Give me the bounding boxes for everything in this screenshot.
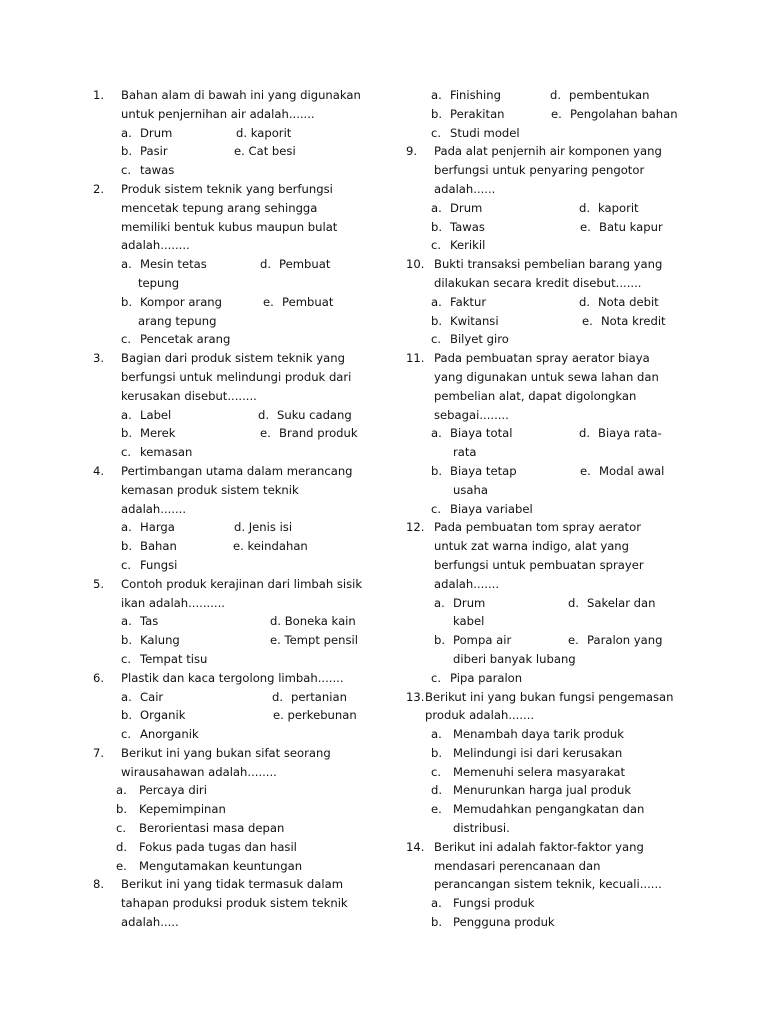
option-label: b.: [431, 915, 443, 930]
option-label: d.: [579, 200, 591, 215]
question-text: adalah.......: [434, 576, 500, 591]
q7-e: [0, 857, 384, 876]
option-label: d.: [579, 426, 591, 441]
q12-opts-3: [384, 669, 768, 688]
option-label: b.: [121, 426, 133, 441]
option-continuation: tepung: [138, 275, 180, 290]
option-label: c.: [121, 557, 132, 572]
option-text: Modal awal: [599, 463, 665, 478]
option-text: Memenuhi selera masyarakat: [453, 764, 626, 779]
q5-line-1: [0, 575, 384, 594]
q1-line-1: [0, 86, 384, 105]
q3-opts-1: [0, 406, 384, 425]
option-label: c.: [121, 727, 132, 742]
option-text: Tempat tisu: [140, 651, 208, 666]
q13-b: [384, 744, 768, 763]
q12-opts-2: [384, 631, 768, 650]
option-continuation: arang tepung: [138, 313, 217, 328]
q9-line-2: [384, 161, 768, 180]
option-text: Pembuat: [279, 257, 331, 272]
q9-opts-1: [384, 199, 768, 218]
question-text: wirausahawan adalah........: [121, 764, 277, 779]
question-text: Berikut ini adalah faktor-faktor yang: [434, 839, 644, 854]
q9-opts-2: [384, 218, 768, 237]
option-label: a.: [121, 614, 132, 629]
q13-line-1: [384, 688, 768, 707]
right-column: [384, 86, 768, 932]
question-text: untuk zat warna indigo, alat yang: [434, 539, 630, 554]
q6-opts-2: [0, 706, 384, 725]
q7-line-2: [0, 763, 384, 782]
q8-line-1: [0, 875, 384, 894]
option-label: b.: [121, 294, 133, 309]
q2-line-4: [0, 236, 384, 255]
question-text: adalah......: [434, 181, 496, 196]
option-label: d.: [568, 595, 580, 610]
option-label: b.: [121, 539, 133, 554]
q5-line-2: [0, 594, 384, 613]
option-text: Cair: [140, 689, 164, 704]
option-label: c.: [431, 501, 442, 516]
question-number: 8.: [93, 877, 105, 892]
option-text: Organik: [140, 708, 186, 723]
q2-opts-1: [0, 255, 384, 274]
q6-line-1: [0, 669, 384, 688]
option-text: Fungsi produk: [453, 896, 535, 911]
option-label: a.: [431, 294, 442, 309]
option-text: Harga: [140, 520, 175, 535]
question-text: dilakukan secara kredit disebut.......: [434, 275, 642, 290]
option-text: Kwitansi: [450, 313, 499, 328]
q14-line-2: [384, 857, 768, 876]
option-label: b.: [431, 745, 443, 760]
q10-opts-1: [384, 293, 768, 312]
q4-opts-1: [0, 518, 384, 537]
question-text: mencetak tepung arang sehingga: [121, 200, 318, 215]
option-label: c.: [121, 163, 132, 178]
option-text: Pembuat: [282, 294, 334, 309]
option-label: d.: [431, 783, 443, 798]
option-label: a.: [431, 426, 442, 441]
option-text: e. Tempt pensil: [270, 633, 358, 648]
q13-d: [384, 781, 768, 800]
option-text: Melindungi isi dari kerusakan: [453, 745, 623, 760]
option-label: b.: [121, 144, 133, 159]
question-number: 13.: [406, 689, 425, 704]
q9-line-1: [384, 142, 768, 161]
left-column: [0, 86, 384, 932]
option-label: a.: [121, 407, 132, 422]
q9-line-3: [384, 180, 768, 199]
q11-opts-2: [384, 462, 768, 481]
question-text: berfungsi untuk pembuatan sprayer: [434, 557, 644, 572]
option-text: Perakitan: [450, 106, 505, 121]
option-text: e. perkebunan: [273, 708, 357, 723]
option-label: a.: [121, 257, 132, 272]
question-text: Bagian dari produk sistem teknik yang: [121, 351, 345, 366]
q14-line-1: [384, 838, 768, 857]
option-label: e.: [568, 633, 579, 648]
option-text: Kalung: [140, 633, 180, 648]
question-text: perancangan sistem teknik, kecuali......: [434, 877, 662, 892]
option-text: Mesin tetas: [140, 257, 207, 272]
q7-c: [0, 819, 384, 838]
q10-opts-3: [384, 330, 768, 349]
q5-opts-1: [0, 612, 384, 631]
option-label: a.: [116, 783, 127, 798]
option-label: c.: [116, 821, 127, 836]
q1-opts-2: [0, 142, 384, 161]
option-text: kemasan: [140, 445, 193, 460]
option-text: Paralon yang: [587, 633, 663, 648]
question-text: adalah........: [121, 238, 190, 253]
q13-c: [384, 763, 768, 782]
option-label: e.: [260, 426, 271, 441]
question-number: 9.: [406, 144, 418, 159]
q3-line-3: [0, 387, 384, 406]
option-text: Anorganik: [140, 727, 199, 742]
option-label: d.: [272, 689, 284, 704]
option-label: b.: [431, 219, 443, 234]
option-text: Biaya rata-: [598, 426, 662, 441]
q12-line-3: [384, 556, 768, 575]
q6-opts-3: [0, 725, 384, 744]
option-text: Pencetak arang: [140, 332, 231, 347]
option-text: d. Jenis isi: [234, 520, 293, 535]
option-text: Mengutamakan keuntungan: [139, 858, 303, 873]
option-text: Memudahkan pengangkatan dan: [453, 802, 645, 817]
question-text: Plastik dan kaca tergolong limbah.......: [121, 670, 344, 685]
q14-a: [384, 894, 768, 913]
option-text: d. kaporit: [236, 125, 292, 140]
option-text: Tas: [140, 614, 159, 629]
option-text: Brand produk: [279, 426, 358, 441]
option-label: a.: [121, 689, 132, 704]
option-text: Suku cadang: [277, 407, 352, 422]
option-text: Menambah daya tarik produk: [453, 727, 624, 742]
question-text: Bukti transaksi pembelian barang yang: [434, 257, 663, 272]
option-label: a.: [121, 125, 132, 140]
question-text: Pada alat penjernih air komponen yang: [434, 144, 662, 159]
option-text: Bilyet giro: [450, 332, 509, 347]
option-label: e.: [263, 294, 274, 309]
option-text: Tawas: [450, 219, 485, 234]
option-label: b.: [116, 802, 128, 817]
question-text: yang digunakan untuk sewa lahan dan: [434, 369, 659, 384]
option-label: b.: [431, 313, 443, 328]
q1-opts-3: [0, 161, 384, 180]
q2-line-3: [0, 218, 384, 237]
option-label: c.: [121, 445, 132, 460]
option-label: a.: [434, 595, 445, 610]
question-text: ikan adalah..........: [121, 595, 225, 610]
question-number: 11.: [406, 351, 425, 366]
option-continuation: usaha: [453, 482, 488, 497]
option-continuation: rata: [453, 445, 477, 460]
question-text: Berikut ini yang bukan sifat seorang: [121, 745, 331, 760]
option-continuation: distribusi.: [453, 821, 510, 836]
option-text: Biaya variabel: [450, 501, 533, 516]
option-text: d. Boneka kain: [270, 614, 356, 629]
q4-line-1: [0, 462, 384, 481]
question-text: untuk penjernihan air adalah.......: [121, 106, 315, 121]
question-number: 1.: [93, 88, 105, 102]
q14-line-3: [384, 875, 768, 894]
question-text: memiliki bentuk kubus maupun bulat: [121, 219, 338, 234]
option-text: tawas: [140, 163, 175, 178]
q8-opts-3: [384, 124, 768, 143]
q2-line-1: [0, 180, 384, 199]
q13-e: [384, 800, 768, 819]
option-label: a.: [431, 88, 442, 102]
q6-opts-1: [0, 688, 384, 707]
option-text: kaporit: [598, 200, 639, 215]
question-text: adalah.....: [121, 915, 179, 930]
option-text: Kompor arang: [140, 294, 222, 309]
question-number: 3.: [93, 351, 105, 366]
q13-a: [384, 725, 768, 744]
q12-line-4: [384, 575, 768, 594]
q8-opts-1: [384, 86, 768, 105]
option-text: Berorientasi masa depan: [139, 821, 285, 836]
option-label: a.: [431, 896, 442, 911]
q1-opts-1: [0, 124, 384, 143]
q7-b: [0, 800, 384, 819]
option-label: b.: [121, 708, 133, 723]
q12-cont-1: [384, 612, 768, 631]
option-label: e.: [582, 313, 593, 328]
q8-opts-2: [384, 105, 768, 124]
q12-line-2: [384, 537, 768, 556]
option-text: e. keindahan: [233, 539, 308, 554]
question-text: tahapan produksi produk sistem teknik: [121, 896, 348, 911]
question-text: Bahan alam di bawah ini yang digunakan: [121, 88, 361, 102]
option-text: Bahan: [140, 539, 177, 554]
q7-a: [0, 781, 384, 800]
option-text: Biaya tetap: [450, 463, 517, 478]
option-text: Fungsi: [140, 557, 178, 572]
question-number: 5.: [93, 576, 105, 591]
option-text: Merek: [140, 426, 176, 441]
question-text: Produk sistem teknik yang berfungsi: [121, 181, 333, 196]
option-label: c.: [121, 651, 132, 666]
option-label: d.: [579, 294, 591, 309]
question-number: 14.: [406, 839, 425, 854]
option-text: Biaya total: [450, 426, 513, 441]
option-label: c.: [431, 332, 442, 347]
q11-line-1: [384, 349, 768, 368]
q2-opts-2: [0, 293, 384, 312]
option-text: e. Cat besi: [234, 144, 296, 159]
q3-line-1: [0, 349, 384, 368]
q5-opts-2: [0, 631, 384, 650]
question-text: produk adalah.......: [425, 708, 535, 723]
option-text: Fokus pada tugas dan hasil: [139, 839, 297, 854]
option-label: b.: [434, 633, 446, 648]
option-text: Sakelar dan: [587, 595, 656, 610]
question-number: 4.: [93, 463, 105, 478]
option-label: b.: [431, 106, 443, 121]
option-text: Menurunkan harga jual produk: [453, 783, 632, 798]
option-label: b.: [431, 463, 443, 478]
option-label: a.: [121, 520, 132, 535]
q9-opts-3: [384, 236, 768, 255]
q2-line-2: [0, 199, 384, 218]
question-text: pembelian alat, dapat digolongkan: [434, 388, 637, 403]
q2-cont-1: [0, 274, 384, 293]
q12-opts-1: [384, 594, 768, 613]
option-continuation: kabel: [453, 614, 485, 629]
option-text: Studi model: [450, 125, 520, 140]
q5-opts-3: [0, 650, 384, 669]
question-text: Pertimbangan utama dalam merancang: [121, 463, 353, 478]
question-text: mendasari perencanaan dan: [434, 858, 601, 873]
option-label: c.: [431, 670, 442, 685]
q14-b: [384, 913, 768, 932]
option-label: c.: [431, 125, 442, 140]
question-number: 6.: [93, 670, 105, 685]
option-label: e.: [116, 858, 127, 873]
question-text: sebagai........: [434, 407, 509, 422]
option-label: d.: [550, 88, 562, 102]
option-label: c.: [431, 238, 442, 253]
option-text: Kepemimpinan: [139, 802, 226, 817]
option-label: e.: [580, 219, 591, 234]
q10-opts-2: [384, 312, 768, 331]
option-text: pembentukan: [569, 88, 650, 102]
question-text: berfungsi untuk melindungi produk dari: [121, 369, 352, 384]
option-text: Pompa air: [453, 633, 512, 648]
q1-line-2: [0, 105, 384, 124]
question-text: Berikut ini yang bukan fungsi pengemasan: [425, 689, 674, 704]
question-text: kemasan produk sistem teknik: [121, 482, 299, 497]
q3-line-2: [0, 368, 384, 387]
question-text: kerusakan disebut........: [121, 388, 257, 403]
option-label: e.: [431, 802, 442, 817]
q11-cont-1: [384, 443, 768, 462]
option-text: Batu kapur: [599, 219, 663, 234]
option-text: Pipa paralon: [450, 670, 523, 685]
q11-line-4: [384, 406, 768, 425]
q4-opts-2: [0, 537, 384, 556]
question-text: Berikut ini yang tidak termasuk dalam: [121, 877, 343, 892]
option-text: Kerikil: [450, 238, 486, 253]
option-text: pertanian: [291, 689, 347, 704]
option-text: Nota kredit: [601, 313, 666, 328]
q4-opts-3: [0, 556, 384, 575]
q8-line-2: [0, 894, 384, 913]
q11-line-3: [384, 387, 768, 406]
option-label: d.: [258, 407, 270, 422]
question-number: 2.: [93, 181, 105, 196]
option-text: Finishing: [450, 88, 501, 102]
question-text: adalah.......: [121, 501, 187, 516]
q3-opts-2: [0, 424, 384, 443]
option-label: c.: [121, 332, 132, 347]
q10-line-1: [384, 255, 768, 274]
question-number: 7.: [93, 745, 105, 760]
question-text: Contoh produk kerajinan dari limbah sisik: [121, 576, 363, 591]
q11-cont-2: [384, 481, 768, 500]
question-text: Pada pembuatan tom spray aerator: [434, 520, 641, 535]
option-label: e.: [551, 106, 562, 121]
q11-opts-1: [384, 424, 768, 443]
q7-line-1: [0, 744, 384, 763]
q13-cont-1: [384, 819, 768, 838]
option-text: Nota debit: [598, 294, 659, 309]
option-text: Label: [140, 407, 172, 422]
option-text: Faktur: [450, 294, 487, 309]
q12-line-1: [384, 518, 768, 537]
q10-line-2: [384, 274, 768, 293]
option-label: a.: [431, 727, 442, 742]
q12-cont-2: [384, 650, 768, 669]
option-label: d.: [116, 839, 128, 854]
option-label: d.: [260, 257, 272, 272]
option-text: Drum: [140, 125, 173, 140]
question-number: 10.: [406, 257, 425, 272]
question-number: 12.: [406, 520, 425, 535]
q2-opts-3: [0, 330, 384, 349]
option-text: Pasir: [140, 144, 168, 159]
q8-line-3: [0, 913, 384, 932]
option-text: Pengguna produk: [453, 915, 555, 930]
q11-line-2: [384, 368, 768, 387]
q13-line-2: [384, 706, 768, 725]
option-label: b.: [121, 633, 133, 648]
option-text: Pengolahan bahan: [570, 106, 678, 121]
option-text: Drum: [453, 595, 486, 610]
option-label: c.: [431, 764, 442, 779]
q4-line-3: [0, 500, 384, 519]
q2-cont-2: [0, 312, 384, 331]
option-text: Percaya diri: [139, 783, 207, 798]
q11-opts-3: [384, 500, 768, 519]
question-text: Pada pembuatan spray aerator biaya: [434, 351, 650, 366]
question-text: berfungsi untuk penyaring pengotor: [434, 163, 645, 178]
option-text: Drum: [450, 200, 483, 215]
option-continuation: diberi banyak lubang: [453, 651, 576, 666]
q7-d: [0, 838, 384, 857]
option-label: a.: [431, 200, 442, 215]
option-label: e.: [580, 463, 591, 478]
q4-line-2: [0, 481, 384, 500]
q3-opts-3: [0, 443, 384, 462]
